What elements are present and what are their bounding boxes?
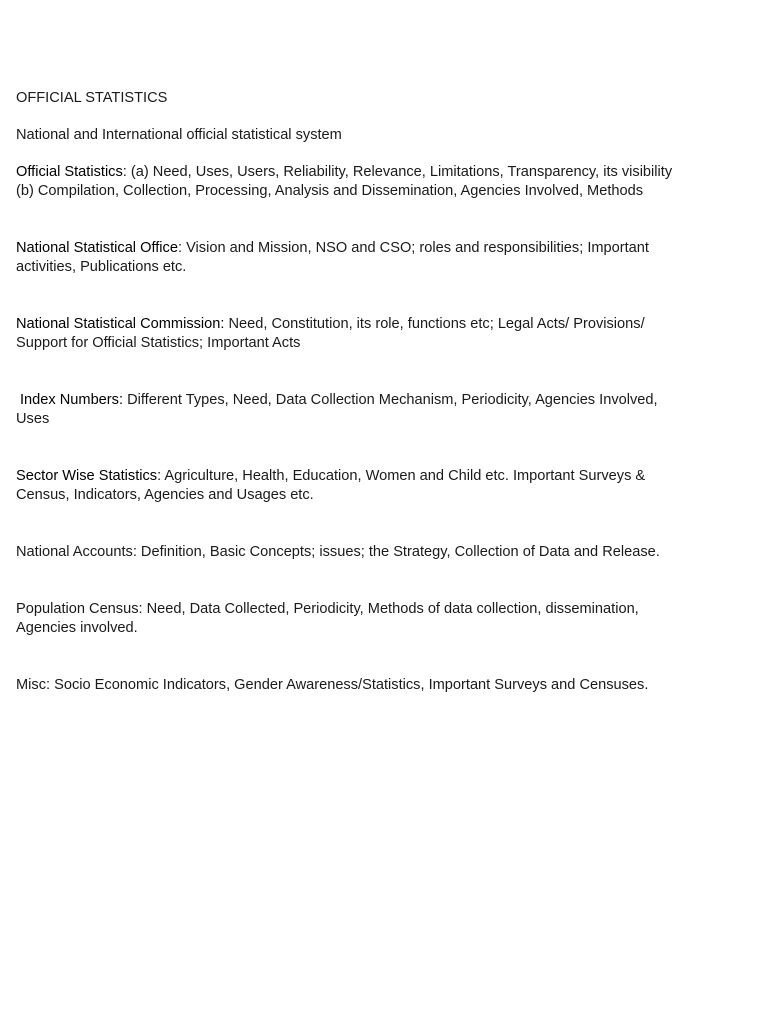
section-heading: National Statistical Office [16,240,178,256]
section-index-numbers [16,391,688,429]
section-text: : (a) Need, Uses, Users, Reliability, Relevance, Limitations, Transparency, its visibility (b) Compilation, Collection, Processing, Analysis and Dissemination, Agencies Involved, Methods [16,164,673,199]
section-text: : Vision and Mission, NSO and CSO; roles and responsibilities; Important activities, Publications etc. [16,240,649,275]
section-text: Population Census: Need, Data Collected, Periodicity, Methods of data collection, dissemination, Agencies involved. [16,601,639,636]
section-misc [16,676,688,695]
section-sector-wise-statistics [16,467,688,505]
document-title: OFFICIAL STATISTICS [16,90,168,106]
section-text: : Agriculture, Health, Education, Women and Child etc. Important Surveys & Census, Indicators, Agencies and Usages etc. [16,468,646,503]
section-population-census [16,600,688,638]
document-page [16,89,688,695]
section-heading: Official Statistics [16,164,123,180]
section-national-statistical-commission [16,315,688,353]
section-national-accounts [16,543,688,562]
section-heading: Sector Wise Statistics [16,468,158,484]
section-heading: National Statistical Commission: [16,316,225,332]
section-national-statistical-office [16,239,688,277]
section-text: Need, Constitution, its role, functions etc; Legal Acts/ Provisions/ Support for Official Statistics; Important Acts [16,316,645,351]
section-text: National Accounts: Definition, Basic Concepts; issues; the Strategy, Collection of Data and Release. [16,544,660,560]
section-text: Misc: Socio Economic Indicators, Gender Awareness/Statistics, Important Surveys and Censuses. [16,677,649,693]
section-official-statistics [16,163,688,201]
document-subtitle: National and International official statistical system [16,127,342,143]
section-heading: Index Numbers: [20,392,124,408]
section-text: Different Types, Need, Data Collection Mechanism, Periodicity, Agencies Involved, Uses [16,392,658,427]
